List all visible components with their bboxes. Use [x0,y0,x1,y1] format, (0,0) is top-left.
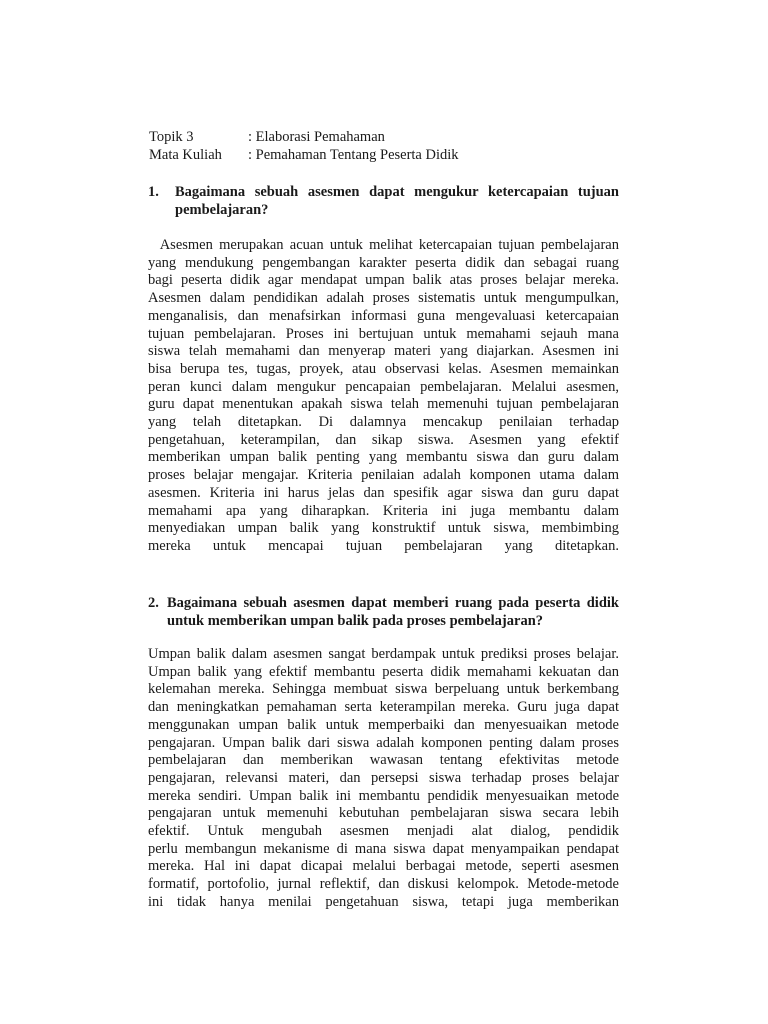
answer-1-line: proses belajar mengajar. Kriteria penilaian adalah komponen utama dalam [148,467,619,484]
answer-2-line: Umpan balik dalam asesmen sangat berdampak untuk prediksi proses belajar. [148,646,619,662]
answer-2-line: menggunakan umpan balik untuk memperbaiki dan menyesuaikan metode [148,716,619,733]
answer-2-line: pengajaran untuk memenuhi kebutuhan pembelajaran siswa secara lebih [148,805,619,822]
answer-1-line: tujuan pembelajaran. Proses ini bertujuan untuk memahami sejauh mana [148,325,619,342]
answer-2 [148,646,619,912]
answer-2-line: mereka sendiri. Umpan balik ini membantu pendidik menyesuaikan metode [148,787,619,804]
topic-row [149,128,459,146]
question-1-line: Bagaimana sebuah asesmen dapat mengukur ketercapaian tujuan [175,184,619,200]
answer-2-line: pembelajaran dan memberikan wawasan tentang efektivitas metode [148,752,619,769]
document-header [149,128,459,164]
answer-2-line: dan meningkatkan pemahaman serta keterampilan mereka. Guru juga dapat [148,699,619,716]
answer-2-line: kelemahan mereka. Sehingga membuat siswa berpeluang untuk berkembang [148,681,619,698]
answer-1-line: yang telah ditetapkan. Di dalamnya mencakup penilaian terhadap [148,414,619,431]
answer-1-line: mereka untuk mencapai tujuan pembelajaran yang ditetapkan. [148,537,619,554]
answer-1-line: memahami apa yang diharapkan. Kriteria ini juga membantu dalam [148,502,619,519]
answer-1-line: peran kunci dalam mengukur pencapaian pembelajaran. Melalui asesmen, [148,378,619,395]
answer-1-line: menyediakan umpan balik yang konstruktif untuk siswa, membimbing [148,520,619,537]
topic-label: Topik 3 [149,129,194,145]
answer-1-line: memberikan umpan balik penting yang membantu siswa dan guru dalam [148,449,619,466]
question-2 [148,594,619,630]
answer-2-line: efektif. Untuk mengubah asesmen menjadi alat dialog, pendidik [148,823,619,840]
answer-1 [148,237,619,556]
answer-2-line: Umpan balik yang efektif membantu peserta didik memahami kekuatan dan [148,663,619,680]
course-row [149,146,459,164]
question-2-line: untuk memberikan umpan balik pada proses pembelajaran? [167,613,544,629]
course-value: : Pemahaman Tentang Peserta Didik [248,147,459,163]
answer-2-line: pengajaran. Umpan balik dari siswa adalah komponen penting dalam proses [148,734,619,751]
answer-1-line: guru dapat menentukan apakah siswa telah memenuhi tujuan pembelajaran [148,396,619,413]
answer-1-line: asesmen. Kriteria ini harus jelas dan spesifik agar siswa dan guru dapat [148,484,619,501]
question-1-line: pembelajaran? [175,202,269,218]
question-2-line: Bagaimana sebuah asesmen dapat memberi ruang pada peserta didik [167,595,619,611]
answer-2-line: pengajaran, relevansi materi, dan persepsi siswa terhadap proses belajar [148,769,619,786]
answer-2-line: ini tidak hanya menilai pengetahuan siswa, tetapi juga memberikan [148,893,619,910]
answer-2-line: mereka. Hal ini dapat dicapai melalui berbagai metode, seperti asesmen [148,858,619,875]
answer-1-line: yang mendukung pengembangan karakter peserta didik dan sebagai ruang [148,254,619,271]
answer-2-line: perlu membangun mekanisme di mana siswa dapat menyampaikan pendapat [148,840,619,857]
answer-1-line: bagi peserta didik agar mendapat umpan balik atas proses belajar mereka. [148,272,619,289]
answer-2-line: formatif, portofolio, jurnal reflektif, dan diskusi kelompok. Metode-metode [148,876,619,893]
course-label: Mata Kuliah [149,147,222,163]
answer-1-line: bisa berupa tes, tugas, proyek, atau observasi kelas. Asesmen memainkan [148,360,619,377]
answer-1-line: Asesmen dalam pendidikan adalah proses sistematis untuk mengumpulkan, [148,290,619,307]
question-2-number: 2. [148,595,159,611]
answer-1-line: Asesmen merupakan acuan untuk melihat ketercapaian tujuan pembelajaran [148,237,619,253]
answer-1-line: menganalisis, dan menafsirkan informasi guna mengevaluasi ketercapaian [148,307,619,324]
question-1 [148,183,619,219]
answer-1-line: pengetahuan, keterampilan, dan sikap siswa. Asesmen yang efektif [148,431,619,448]
topic-value: : Elaborasi Pemahaman [248,129,385,145]
question-1-number: 1. [148,184,159,200]
answer-1-line: siswa telah memahami dan menyerap materi yang diajarkan. Asesmen ini [148,343,619,360]
